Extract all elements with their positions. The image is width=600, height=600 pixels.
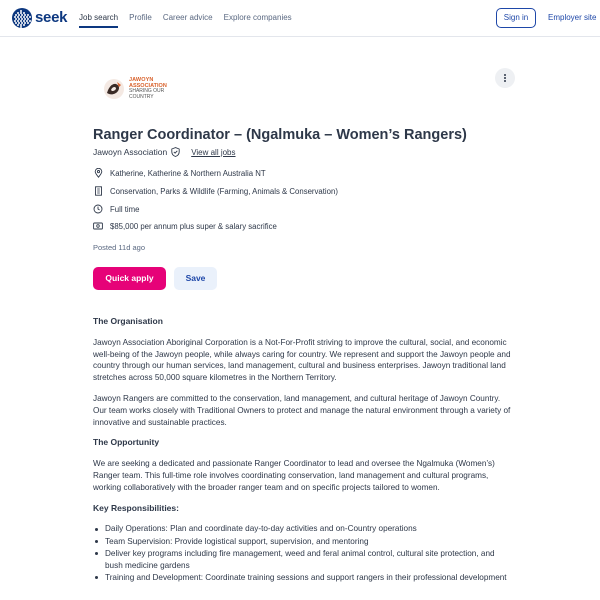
company-logo: [103, 76, 175, 102]
seek-logo[interactable]: [12, 8, 67, 28]
location-text[interactable]: Katherine, Katherine & Northern Australia NT: [110, 168, 266, 178]
responsibilities-list: [93, 523, 513, 583]
heading-organisation: The Organisation: [93, 316, 163, 326]
clock-icon: [93, 204, 103, 214]
job-work-type: [93, 204, 139, 214]
nav-profile[interactable]: Profile: [129, 13, 152, 22]
posted-date: Posted 11d ago: [93, 243, 145, 252]
list-item: Training and Development: Coordinate training sessions and support rangers in their professional development: [93, 572, 513, 584]
heading-opportunity: The Opportunity: [93, 437, 160, 448]
job-title: Ranger Coordinator – (Ngalmuka – Women’s Rangers): [93, 127, 467, 143]
salary-text: $85,000 per annum plus super & salary sacrifice: [110, 221, 277, 231]
paragraph-opportunity: We are seeking a dedicated and passionate Ranger Coordinator to lead and oversee the Ngalmuka (Women’s) Ranger team. This full-time role involves coordinating conservation, land management and cultural programs, working collaboratively with the broader ranger team and on specific projects tailored to women.: [93, 459, 495, 492]
company-name[interactable]: Jawoyn Association: [93, 147, 168, 157]
logo-line-1: JAWOYN: [129, 77, 154, 83]
list-item: Deliver key programs including fire management, weed and feral animal control, cultural site protection, and bush medicine gardens: [93, 548, 513, 572]
logo-line-4: COUNTRY: [129, 93, 154, 100]
quick-apply-button[interactable]: Quick apply: [93, 267, 166, 290]
building-icon: [93, 186, 103, 196]
employer-site-link[interactable]: Employer site: [548, 13, 597, 22]
job-classification: [93, 186, 338, 196]
seek-logo-icon: [12, 8, 32, 28]
sign-in-button[interactable]: Sign in: [496, 8, 536, 28]
location-pin-icon: [93, 168, 103, 178]
view-all-jobs-link[interactable]: View all jobs: [191, 147, 236, 157]
nav-career-advice[interactable]: Career advice: [162, 13, 213, 22]
logo-line-2: ASSOCIATION: [129, 82, 167, 89]
list-item: Team Supervision: Provide logistical support, supervision, and mentoring: [93, 536, 513, 548]
more-options-button[interactable]: [495, 68, 515, 88]
company-logo-text: [129, 78, 167, 100]
main-nav: [79, 12, 303, 24]
job-location: [93, 168, 266, 178]
heading-responsibilities: Key Responsibilities:: [93, 502, 179, 513]
top-header: [0, 0, 600, 37]
paragraph-organisation: Jawoyn Association Aboriginal Corporation is a Not-For-Profit striving to improve the cultural, social, and economic well-being of the Jawoyn people, while always caring for country. We represent and support the Jawoyn people and country through our human services, land management, cultural and business enterprises. Jawoyn traditional land stretches across 50,000 square kilometres in the Northern Territory.: [93, 337, 511, 383]
nav-job-search[interactable]: Job search: [79, 13, 119, 22]
paragraph-rangers: Jawoyn Rangers are committed to the conservation, land management, and cultural heritage of Jawoyn Country. Our team works closely with Traditional Owners to protect and manage the natural environment through a variety of innovative and sustainable practices.: [93, 393, 511, 427]
nav-explore-companies[interactable]: Explore companies: [223, 13, 292, 22]
job-salary: [93, 221, 277, 231]
logo-line-3: SHARING OUR: [129, 88, 165, 94]
classification-text[interactable]: Conservation, Parks & Wildlife (Farming, Animals & Conservation): [110, 186, 338, 196]
job-description: [93, 316, 513, 584]
list-item: Daily Operations: Plan and coordinate day-to-day activities and on-Country operations: [93, 523, 513, 535]
jawoyn-emblem-icon: [103, 78, 125, 100]
money-icon: [93, 221, 103, 231]
seek-logo-text: seek: [35, 9, 68, 26]
save-button[interactable]: Save: [174, 267, 217, 290]
verified-shield-icon: [171, 147, 180, 157]
more-vertical-icon: [500, 73, 510, 83]
work-type-text: Full time: [110, 204, 140, 214]
company-row: [93, 147, 236, 157]
